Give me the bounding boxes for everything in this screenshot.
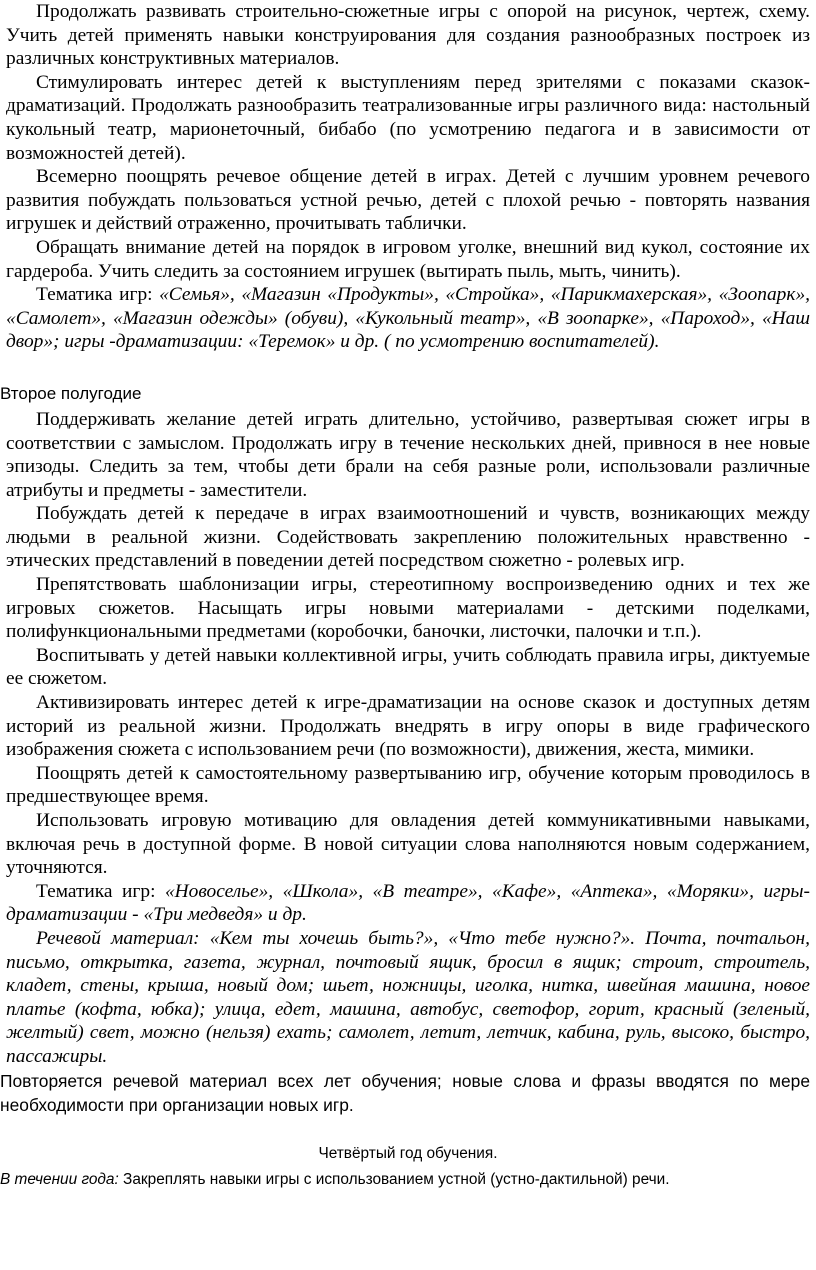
first-half-content	[6, 0, 810, 354]
paragraph: Препятствовать шаблонизации игры, стереотипному воспроизведению одних и тех же игровых сюжетов. Насыщать игры новыми материалами - детскими поделками, полифункциональными предметами (коробочки, баночки, листочки, палочки и т.п.).	[6, 574, 810, 643]
paragraph: Активизировать интерес детей к игре-драматизации на основе сказок и доступных детям историй из реальной жизни. Продолжать внедрять в игру опоры в виде графического изображения сюжета с использованием речи (по возможности), движения, жеста, мимики.	[6, 692, 810, 761]
year-goal-line	[0, 1169, 810, 1191]
game-themes-paragraph	[6, 283, 810, 354]
section-title: Второе полугодие	[0, 383, 142, 403]
year-goal-label: В течении года:	[0, 1170, 119, 1188]
paragraph: Использовать игровую мотивацию для овладения детей коммуникативными навыками, включая речь в доступной форме. В новой ситуации слова наполняются новым содержанием, уточняются.	[6, 810, 810, 879]
paragraph: Продолжать развивать строительно-сюжетные игры с опорой на рисунок, чертеж, схему. Учить детей применять навыки конструирования для создания разнообразных построек из различных конструктивных материалов.	[6, 1, 810, 70]
paragraph: Поддерживать желание детей играть длительно, устойчиво, развертывая сюжет игры в соответствии с замыслом. Продолжать игру в течение нескольких дней, привнося в нее новые эпизоды. Следить за тем, чтобы дети брали на себя разные роли, использовали различные атрибуты и предметы - заместители.	[6, 408, 810, 501]
paragraph: Стимулировать интерес детей к выступлениям перед зрителями с показами сказок-драматизаций. Продолжать разнообразить театрализованные игры различного вида: настольный кукольный театр, марионеточный, бибабо (по усмотрению педагога и в зависимости от возможностей детей).	[6, 71, 810, 164]
note-paragraph: Повторяется речевой материал всех лет обучения; новые слова и фразы вводятся по мере необходимости при организации новых игр.	[0, 1070, 810, 1115]
paragraph: Обращать внимание детей на порядок в игровом уголке, внешний вид кукол, состояние их гардероба. Учить следить за состоянием игрушек (вытирать пыль, мыть, чинить).	[6, 236, 810, 282]
year-goal-text: Закреплять навыки игры с использованием устной (устно-дактильной) речи.	[118, 1170, 670, 1188]
themes-list: «Новоселье», «Школа», «В театре», «Кафе», «Аптека», «Моряки», игры-драматизации - «Три медведя» и др.	[6, 880, 810, 926]
game-themes-paragraph	[6, 880, 810, 927]
speech-material-paragraph: Речевой материал: «Кем ты хочешь быть?», «Что тебе нужно?». Почта, почтальон, письмо, открытка, газета, журнал, почтовый ящик, бросил в ящик; строит, строитель, кладет, стены, крыша, новый дом; шьет, ножницы, иголка, нитка, швейная машина, новое платье (кофта, юбка); улица, едет, машина, автобус, светофор, горит, красный (зеленый, желтый) свет, можно (нельзя) ехать; самолет, летит, летчик, кабина, руль, высоко, быстро, пассажиры.	[6, 927, 810, 1067]
paragraph: Воспитывать у детей навыки коллективной игры, учить соблюдать правила игры, диктуемые ее сюжетом.	[6, 644, 810, 690]
themes-list: «Семья», «Магазин «Продукты», «Стройка», «Парикмахерская», «Зоопарк», «Самолет», «Магазин одежды» (обуви), «Кукольный театр», «В зоопарке», «Пароход», «Наш двор»; игры -драматизации: «Теремок» и др. ( по усмотрению воспитателей).	[6, 284, 810, 353]
themes-label: Тематика игр:	[36, 880, 165, 902]
second-half-content	[6, 408, 810, 1069]
paragraph: Поощрять детей к самостоятельному развертыванию игр, обучение которым проводилось в предшествующее время.	[6, 762, 810, 808]
year-title: Четвёртый год обучения.	[318, 1144, 498, 1162]
paragraph: Побуждать детей к передаче в играх взаимоотношений и чувств, возникающих между людьми в реальной жизни. Содействовать закреплению положительных нравственно - этических представлений в поведении детей посредством сюжетно - ролевых игр.	[6, 503, 810, 572]
spacer	[6, 354, 810, 376]
spacer	[6, 1117, 810, 1143]
paragraph: Всемерно поощрять речевое общение детей в играх. Детей с лучшим уровнем речевого развития побуждать пользоваться устной речью, детей с плохой речью - повторять названия игрушек и действий отраженно, прочитывать таблички.	[6, 166, 810, 235]
themes-label: Тематика игр:	[36, 284, 160, 306]
